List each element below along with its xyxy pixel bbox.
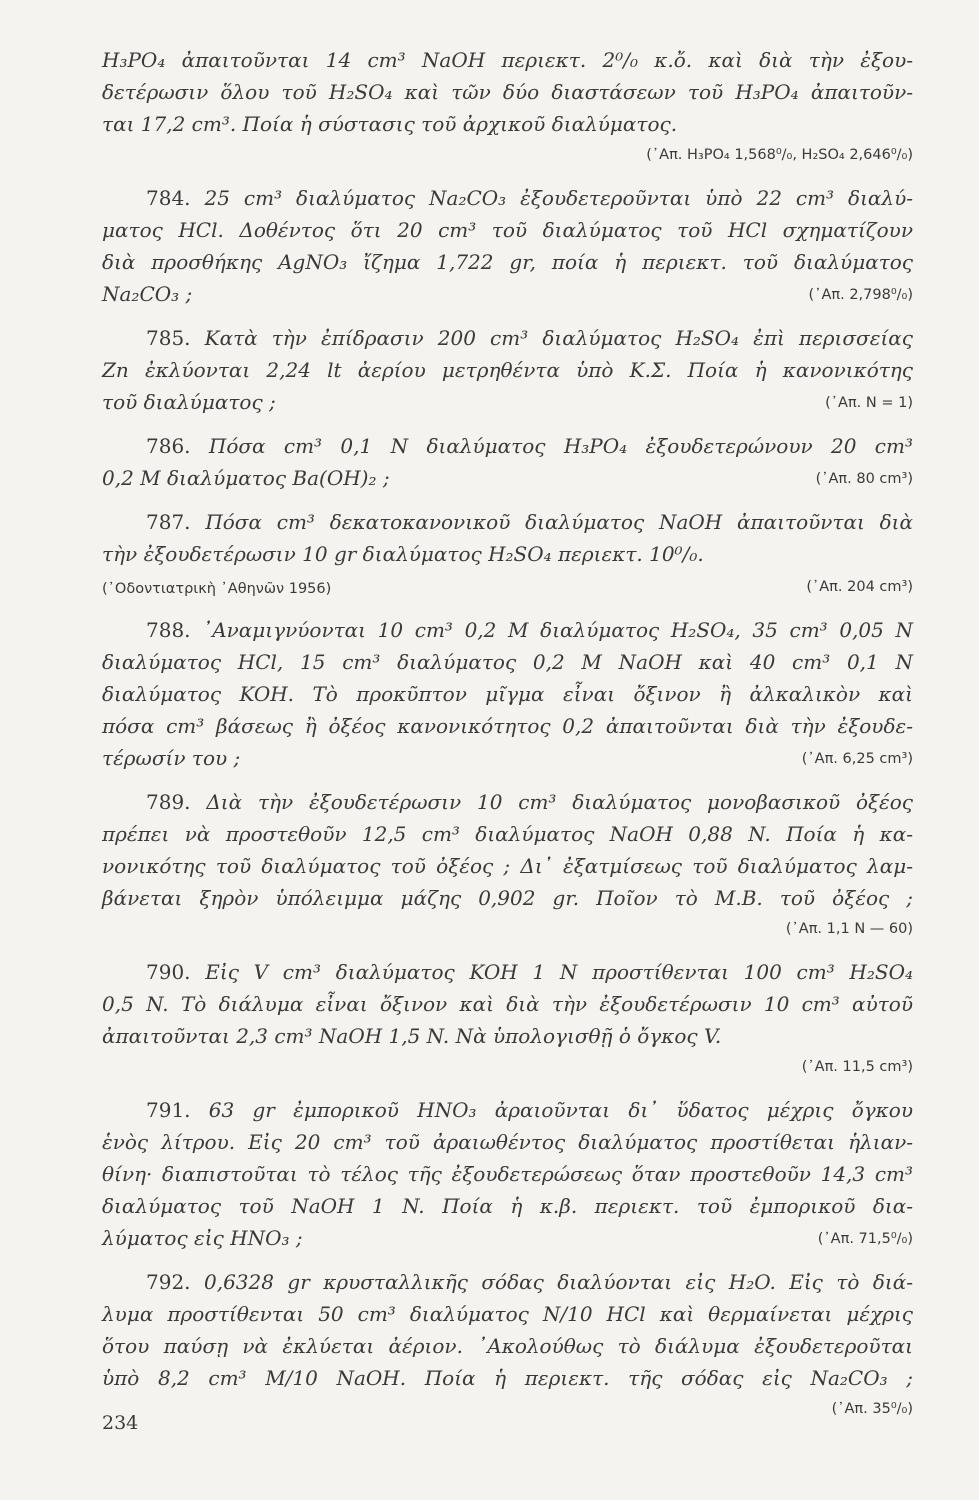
problem-number: 792. — [146, 1270, 191, 1294]
problem-number: 789. — [146, 790, 191, 814]
text-line: Κατὰ τὴν ἐπίδρασιν 200 cm³ διαλύματος H₂SO₄ ἐπὶ περισσείας — [204, 326, 913, 350]
answer: (᾿Απ. 71,5⁰/₀) — [817, 1231, 913, 1247]
problem-790 — [102, 956, 913, 1082]
text-line: Εἰς V cm³ διαλύματος KOH 1 N προστίθενται 100 cm³ H₂SO₄ — [205, 960, 914, 984]
text-line: Πόσα cm³ 0,1 N διαλύματος H₃PO₄ ἐξουδετερώνουν 20 cm³ — [208, 434, 913, 458]
problem-788 — [102, 614, 913, 774]
text-line: ἀπαιτοῦνται 2,3 cm³ NaOH 1,5 N. Νὰ ὑπολογισθῇ ὁ ὄγκος V. — [102, 1024, 722, 1048]
text-line: H₃PO₄ ἀπαιτοῦνται 14 cm³ NaOH περιεκτ. 2⁰/₀ κ.ὄ. καὶ διὰ τὴν ἐξου- — [102, 48, 913, 72]
problem-number: 787. — [146, 510, 191, 534]
problem-787 — [102, 506, 913, 602]
problem-791 — [102, 1094, 913, 1254]
text-line: ὅτου παύσῃ νὰ ἐκλύεται ἀέριον. ᾿Ακολούθως τὸ διάλυμα ἐξουδετεροῦται — [102, 1334, 913, 1358]
text-line: Zn ἐκλύονται 2,24 lt ἀερίου μετρηθέντα ὑπὸ Κ.Σ. Ποία ἡ κανονικότης — [102, 358, 913, 382]
text-line: 25 cm³ διαλύματος Na₂CO₃ ἐξουδετεροῦνται ὑπὸ 22 cm³ διαλύ- — [204, 186, 914, 210]
problem-number: 784. — [146, 186, 191, 210]
text-line: τοῦ διαλύματος ; — [102, 390, 276, 414]
text-line: λυμα προστίθενται 50 cm³ διαλύματος N/10 HCl καὶ θερμαίνεται μέχρις — [102, 1302, 913, 1326]
text-line: ἑνὸς λίτρου. Εἰς 20 cm³ τοῦ ἀραιωθέντος διαλύματος προστίθεται ἡλιαν- — [102, 1130, 913, 1154]
problem-number: 785. — [146, 326, 191, 350]
problem-number: 786. — [146, 434, 191, 458]
text-line: θίνη· διαπιστοῦται τὸ τέλος τῆς ἐξουδετερώσεως ὅταν προστεθοῦν 14,3 cm³ — [102, 1162, 913, 1186]
text-line: τέρωσίν του ; — [102, 746, 241, 770]
text-line: βάνεται ξηρὸν ὑπόλειμμα μάζης 0,902 gr. Ποῖον τὸ Μ.Β. τοῦ ὀξέος ; — [102, 886, 913, 910]
page-number: 234 — [102, 1412, 139, 1434]
answer: (᾿Απ. 35⁰/₀) — [831, 1401, 913, 1417]
text-line: 0,2 M διαλύματος Ba(OH)₂ ; — [102, 466, 390, 490]
text-line: Διὰ τὴν ἐξουδετέρωσιν 10 cm³ διαλύματος μονοβασικοῦ ὀξέος — [206, 790, 914, 814]
intro-block — [102, 44, 913, 170]
text-line: πρέπει νὰ προστεθοῦν 12,5 cm³ διαλύματος NaOH 0,88 N. Ποία ἡ κα- — [102, 822, 913, 846]
answer: (᾿Απ. 6,25 cm³) — [801, 751, 913, 767]
answer: (᾿Απ. 11,5 cm³) — [801, 1059, 913, 1075]
text-line: διαλύματος KOH. Τὸ προκῦπτον μῖγμα εἶναι ὄξινον ἢ ἀλκαλικὸν καὶ — [102, 682, 913, 706]
problem-784 — [102, 182, 913, 310]
problem-785 — [102, 322, 913, 418]
text-line: λύματος εἰς HNO₃ ; — [102, 1226, 303, 1250]
text-line: 63 gr ἐμπορικοῦ HNO₃ ἀραιοῦνται δι᾿ ὕδατος μέχρις ὄγκου — [208, 1098, 913, 1122]
answer: (᾿Απ. H₃PO₄ 1,568⁰/₀, H₂SO₄ 2,646⁰/₀) — [646, 147, 913, 163]
text-line: ᾿Αναμιγνύονται 10 cm³ 0,2 M διαλύματος H₂SO₄, 35 cm³ 0,05 N — [202, 618, 914, 642]
text-line: Na₂CO₃ ; — [102, 282, 193, 306]
problem-786 — [102, 430, 913, 494]
problem-number: 790. — [146, 960, 191, 984]
text-line: 0,6328 gr κρυσταλλικῆς σόδας διαλύονται εἰς H₂O. Εἰς τὸ διά- — [203, 1270, 914, 1294]
text-line: 0,5 N. Τὸ διάλυμα εἶναι ὄξινον καὶ διὰ τὴν ἐξουδετέρωσιν 10 cm³ αὐτοῦ — [102, 992, 913, 1016]
text-line: δετέρωσιν ὅλου τοῦ H₂SO₄ καὶ τῶν δύο διαστάσεων τοῦ H₃PO₄ ἀπαιτοῦν- — [102, 80, 913, 104]
problem-number: 791. — [146, 1098, 191, 1122]
problem-number: 788. — [146, 618, 191, 642]
answer: (᾿Απ. N = 1) — [825, 395, 913, 411]
text-line: ται 17,2 cm³. Ποία ἡ σύστασις τοῦ ἀρχικοῦ διαλύματος. — [102, 112, 678, 136]
answer: (᾿Απ. 204 cm³) — [806, 579, 913, 595]
problem-792 — [102, 1266, 913, 1424]
text-line: τὴν ἐξουδετέρωσιν 10 gr διαλύματος H₂SO₄ περιεκτ. 10⁰/₀. — [102, 542, 704, 566]
text-line: νονικότης τοῦ διαλύματος τοῦ ὀξέος ; Δι᾿ ἐξατμίσεως τοῦ διαλύματος λαμ- — [102, 854, 913, 878]
text-line: διὰ προσθήκης AgNO₃ ἴζημα 1,722 gr, ποία ἡ περιεκτ. τοῦ διαλύματος — [102, 250, 913, 274]
text-line: Πόσα cm³ δεκατοκανονικοῦ διαλύματος NaOH ἀπαιτοῦνται διὰ — [205, 510, 914, 534]
text-line: ὑπὸ 8,2 cm³ M/10 NaOH. Ποία ἡ περιεκτ. τῆς σόδας εἰς Na₂CO₃ ; — [102, 1366, 913, 1390]
exam-source: (᾿Οδοντιατρικὴ ᾿Αθηνῶν 1956) — [102, 581, 332, 597]
answer: (᾿Απ. 1,1 N — 60) — [785, 921, 913, 937]
answer: (᾿Απ. 80 cm³) — [815, 471, 913, 487]
text-line: ματος HCl. Δοθέντος ὅτι 20 cm³ τοῦ διαλύματος τοῦ HCl σχηματίζουν — [102, 218, 913, 242]
answer: (᾿Απ. 2,798⁰/₀) — [808, 287, 913, 303]
text-line: διαλύματος HCl, 15 cm³ διαλύματος 0,2 M NaOH καὶ 40 cm³ 0,1 N — [102, 650, 913, 674]
text-line: πόσα cm³ βάσεως ἢ ὀξέος κανονικότητος 0,2 ἀπαιτοῦνται διὰ τὴν ἐξουδε- — [102, 714, 913, 738]
problem-789 — [102, 786, 913, 944]
text-line: διαλύματος τοῦ NaOH 1 N. Ποία ἡ κ.β. περιεκτ. τοῦ ἐμπορικοῦ δια- — [102, 1194, 913, 1218]
